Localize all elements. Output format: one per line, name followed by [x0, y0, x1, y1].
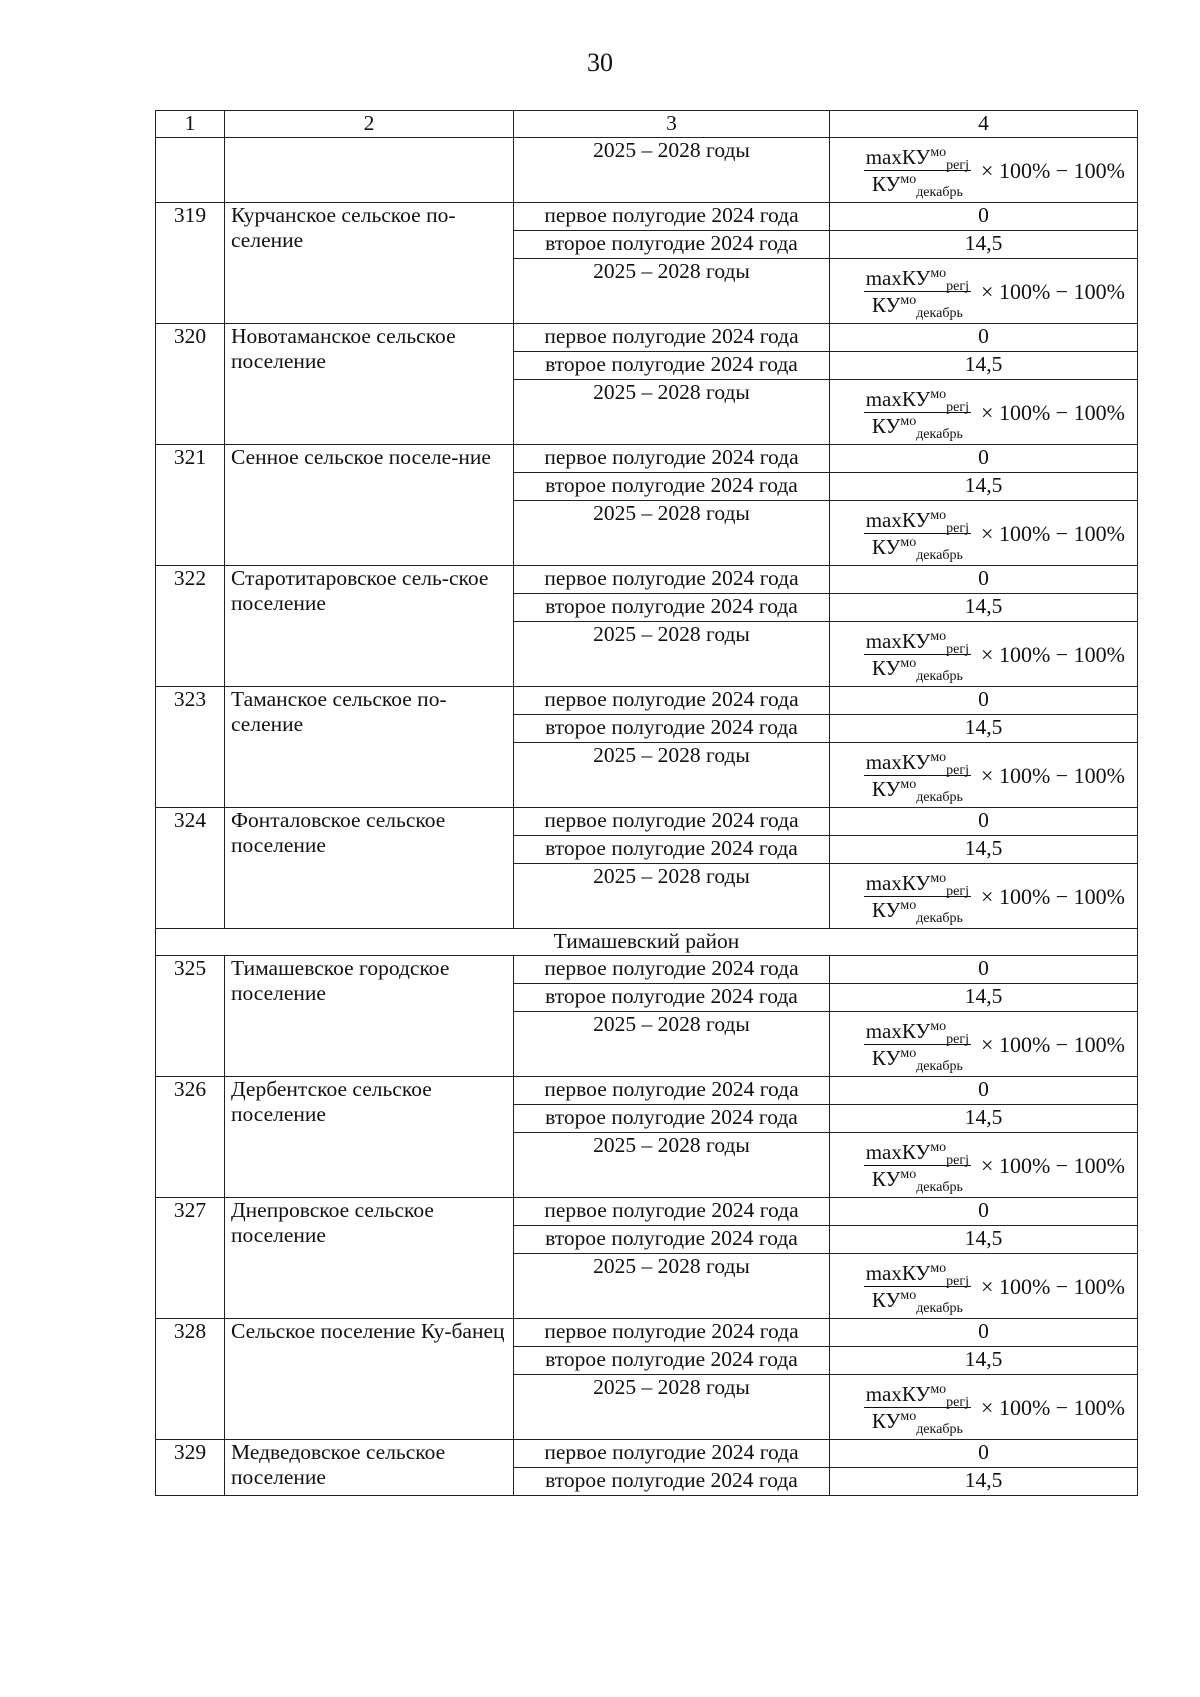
- formula-numerator: maxКУ$^{мо}_{регj}$: [865, 870, 970, 899]
- formula-fraction: [864, 507, 971, 563]
- period-second-half: второе полугодие 2024 года: [514, 1347, 830, 1375]
- formula: [836, 1133, 1131, 1197]
- formula-numerator: maxКУ$^{мо}_{регj}$: [865, 749, 970, 778]
- value-second-half: 14,5: [830, 1226, 1138, 1254]
- formula-cell: [830, 743, 1138, 808]
- formula-tail: × 100% − 100%: [981, 1152, 1125, 1178]
- period-first-half: первое полугодие 2024 года: [514, 445, 830, 473]
- value-second-half: 14,5: [830, 1105, 1138, 1133]
- formula-tail: × 100% − 100%: [981, 1031, 1125, 1057]
- value-first-half: 0: [830, 687, 1138, 715]
- period-2025-2028: 2025 – 2028 годы: [514, 380, 830, 445]
- formula-numerator: maxКУ$^{мо}_{регj}$: [865, 1260, 970, 1289]
- value-second-half: 14,5: [830, 1347, 1138, 1375]
- formula: [836, 138, 1131, 202]
- period-first-half: первое полугодие 2024 года: [514, 1319, 830, 1347]
- value-first-half: 0: [830, 1440, 1138, 1468]
- settlement-name: Сенное сельское поселе-ние: [225, 445, 514, 566]
- group-row: [156, 956, 1138, 984]
- period-first-half: первое полугодие 2024 года: [514, 1198, 830, 1226]
- period-2025-2028: 2025 – 2028 годы: [514, 501, 830, 566]
- settlement-number: 327: [156, 1198, 225, 1319]
- period-second-half: второе полугодие 2024 года: [514, 1105, 830, 1133]
- formula-tail: × 100% − 100%: [981, 399, 1125, 425]
- formula: [836, 1254, 1131, 1318]
- period-second-half: второе полугодие 2024 года: [514, 1468, 830, 1496]
- formula-cell: [830, 1375, 1138, 1440]
- tariff-table: [155, 110, 1138, 1496]
- formula-denominator: $КУ^{мо}_{декабрь}$: [871, 292, 963, 321]
- formula-fraction: [864, 1260, 971, 1316]
- header-cell: 4: [830, 111, 1138, 138]
- formula-fraction: [864, 386, 971, 442]
- formula-numerator: maxКУ$^{мо}_{регj}$: [865, 265, 970, 294]
- settlement-name: Курчанское сельское по-селение: [225, 203, 514, 324]
- period-2025-2028: 2025 – 2028 годы: [514, 259, 830, 324]
- settlement-name: Днепровское сельское поселение: [225, 1198, 514, 1319]
- settlement-name: Старотитаровское сель-ское поселение: [225, 566, 514, 687]
- formula-tail: × 100% − 100%: [981, 157, 1125, 183]
- period-second-half: второе полугодие 2024 года: [514, 1226, 830, 1254]
- header-row: [156, 111, 1138, 138]
- value-first-half: 0: [830, 445, 1138, 473]
- settlement-number: 328: [156, 1319, 225, 1440]
- formula-fraction: [864, 628, 971, 684]
- formula-fraction: [864, 1139, 971, 1195]
- formula: [836, 864, 1131, 928]
- formula: [836, 743, 1131, 807]
- formula: [836, 380, 1131, 444]
- value-second-half: 14,5: [830, 352, 1138, 380]
- settlement-number: 326: [156, 1077, 225, 1198]
- period-second-half: второе полугодие 2024 года: [514, 984, 830, 1012]
- formula-denominator: $КУ^{мо}_{декабрь}$: [871, 1287, 963, 1316]
- value-second-half: 14,5: [830, 1468, 1138, 1496]
- period-2025-2028: 2025 – 2028 годы: [514, 1375, 830, 1440]
- formula-numerator: maxКУ$^{мо}_{регj}$: [865, 386, 970, 415]
- formula-cell: [830, 380, 1138, 445]
- formula-numerator: maxКУ$^{мо}_{регj}$: [865, 1018, 970, 1047]
- formula-denominator: $КУ^{мо}_{декабрь}$: [871, 897, 963, 926]
- formula-denominator: $КУ^{мо}_{декабрь}$: [871, 413, 963, 442]
- value-second-half: 14,5: [830, 594, 1138, 622]
- period-second-half: второе полугодие 2024 года: [514, 715, 830, 743]
- group-row: [156, 687, 1138, 715]
- formula-cell: [830, 1133, 1138, 1198]
- settlement-name: Новотаманское сельское поселение: [225, 324, 514, 445]
- period-second-half: второе полугодие 2024 года: [514, 836, 830, 864]
- value-first-half: 0: [830, 566, 1138, 594]
- formula-tail: × 100% − 100%: [981, 1273, 1125, 1299]
- value-first-half: 0: [830, 1077, 1138, 1105]
- value-first-half: 0: [830, 324, 1138, 352]
- value-second-half: 14,5: [830, 984, 1138, 1012]
- district-name: Тимашевский район: [156, 929, 1138, 956]
- formula-tail: × 100% − 100%: [981, 278, 1125, 304]
- formula-denominator: $КУ^{мо}_{декабрь}$: [871, 1166, 963, 1195]
- formula-tail: × 100% − 100%: [981, 762, 1125, 788]
- settlement-name: Тимашевское городское поселение: [225, 956, 514, 1077]
- formula-fraction: [864, 870, 971, 926]
- formula-cell: [830, 622, 1138, 687]
- period-first-half: первое полугодие 2024 года: [514, 566, 830, 594]
- period-2025-2028: 2025 – 2028 годы: [514, 1254, 830, 1319]
- formula-cell: [830, 259, 1138, 324]
- period-first-half: первое полугодие 2024 года: [514, 808, 830, 836]
- formula-fraction: [864, 749, 971, 805]
- formula-fraction: [864, 265, 971, 321]
- formula-cell: [830, 501, 1138, 566]
- formula-numerator: maxКУ$^{мо}_{регj}$: [865, 144, 970, 173]
- header-cell: 2: [225, 111, 514, 138]
- period-2025-2028: 2025 – 2028 годы: [514, 743, 830, 808]
- formula-fraction: [864, 1018, 971, 1074]
- name-cell: [225, 138, 514, 203]
- period-first-half: первое полугодие 2024 года: [514, 1440, 830, 1468]
- period-first-half: первое полугодие 2024 года: [514, 1077, 830, 1105]
- formula-tail: × 100% − 100%: [981, 1394, 1125, 1420]
- settlement-name: Сельское поселение Ку-банец: [225, 1319, 514, 1440]
- group-row: [156, 445, 1138, 473]
- formula-numerator: maxКУ$^{мо}_{регj}$: [865, 1381, 970, 1410]
- formula: [836, 1375, 1131, 1439]
- formula-denominator: $КУ^{мо}_{декабрь}$: [871, 1408, 963, 1437]
- period-first-half: первое полугодие 2024 года: [514, 687, 830, 715]
- formula: [836, 622, 1131, 686]
- page-number: 30: [587, 48, 613, 77]
- group-row: [156, 203, 1138, 231]
- value-first-half: 0: [830, 1198, 1138, 1226]
- header-cell: 3: [514, 111, 830, 138]
- period-second-half: второе полугодие 2024 года: [514, 594, 830, 622]
- group-row: [156, 1440, 1138, 1468]
- value-first-half: 0: [830, 956, 1138, 984]
- settlement-number: 325: [156, 956, 225, 1077]
- formula: [836, 1012, 1131, 1076]
- value-first-half: 0: [830, 808, 1138, 836]
- value-second-half: 14,5: [830, 836, 1138, 864]
- settlement-number: 321: [156, 445, 225, 566]
- formula-cell: [830, 1012, 1138, 1077]
- value-first-half: 0: [830, 203, 1138, 231]
- group-row: [156, 566, 1138, 594]
- formula-numerator: maxКУ$^{мо}_{регj}$: [865, 1139, 970, 1168]
- settlement-number: 322: [156, 566, 225, 687]
- settlement-number: 329: [156, 1440, 225, 1496]
- period-first-half: первое полугодие 2024 года: [514, 956, 830, 984]
- period-2025-2028: 2025 – 2028 годы: [514, 622, 830, 687]
- settlement-name: Дербентское сельское поселение: [225, 1077, 514, 1198]
- group-row: [156, 808, 1138, 836]
- formula-denominator: $КУ^{мо}_{декабрь}$: [871, 776, 963, 805]
- value-second-half: 14,5: [830, 715, 1138, 743]
- formula-denominator: $КУ^{мо}_{декабрь}$: [871, 534, 963, 563]
- value-second-half: 14,5: [830, 231, 1138, 259]
- formula-tail: × 100% − 100%: [981, 641, 1125, 667]
- district-row: [156, 929, 1138, 956]
- header-cell: 1: [156, 111, 225, 138]
- settlement-name: Таманское сельское по-селение: [225, 687, 514, 808]
- settlement-number: 324: [156, 808, 225, 929]
- group-row: [156, 1077, 1138, 1105]
- formula-tail: × 100% − 100%: [981, 520, 1125, 546]
- formula-denominator: $КУ^{мо}_{декабрь}$: [871, 1045, 963, 1074]
- period-second-half: второе полугодие 2024 года: [514, 473, 830, 501]
- period-second-half: второе полугодие 2024 года: [514, 231, 830, 259]
- group-row: [156, 324, 1138, 352]
- settlement-name: Медведовское сельское поселение: [225, 1440, 514, 1496]
- formula: [836, 259, 1131, 323]
- settlement-number: 319: [156, 203, 225, 324]
- period-cell: 2025 – 2028 годы: [514, 138, 830, 203]
- value-second-half: 14,5: [830, 473, 1138, 501]
- formula-fraction: [864, 144, 971, 200]
- continuation-row: [156, 138, 1138, 203]
- settlement-number: 323: [156, 687, 225, 808]
- formula: [836, 501, 1131, 565]
- formula-cell: [830, 138, 1138, 203]
- formula-fraction: [864, 1381, 971, 1437]
- formula-tail: × 100% − 100%: [981, 883, 1125, 909]
- formula-denominator: $КУ^{мо}_{декабрь}$: [871, 655, 963, 684]
- formula-denominator: $КУ^{мо}_{декабрь}$: [871, 171, 963, 200]
- formula-cell: [830, 864, 1138, 929]
- period-first-half: первое полугодие 2024 года: [514, 324, 830, 352]
- period-2025-2028: 2025 – 2028 годы: [514, 1133, 830, 1198]
- formula-numerator: maxКУ$^{мо}_{регj}$: [865, 628, 970, 657]
- group-row: [156, 1319, 1138, 1347]
- group-row: [156, 1198, 1138, 1226]
- period-2025-2028: 2025 – 2028 годы: [514, 864, 830, 929]
- settlement-number: 320: [156, 324, 225, 445]
- period-2025-2028: 2025 – 2028 годы: [514, 1012, 830, 1077]
- settlement-name: Фонталовское сельское поселение: [225, 808, 514, 929]
- formula-numerator: maxКУ$^{мо}_{регj}$: [865, 507, 970, 536]
- value-first-half: 0: [830, 1319, 1138, 1347]
- number-cell: [156, 138, 225, 203]
- period-first-half: первое полугодие 2024 года: [514, 203, 830, 231]
- period-second-half: второе полугодие 2024 года: [514, 352, 830, 380]
- formula-cell: [830, 1254, 1138, 1319]
